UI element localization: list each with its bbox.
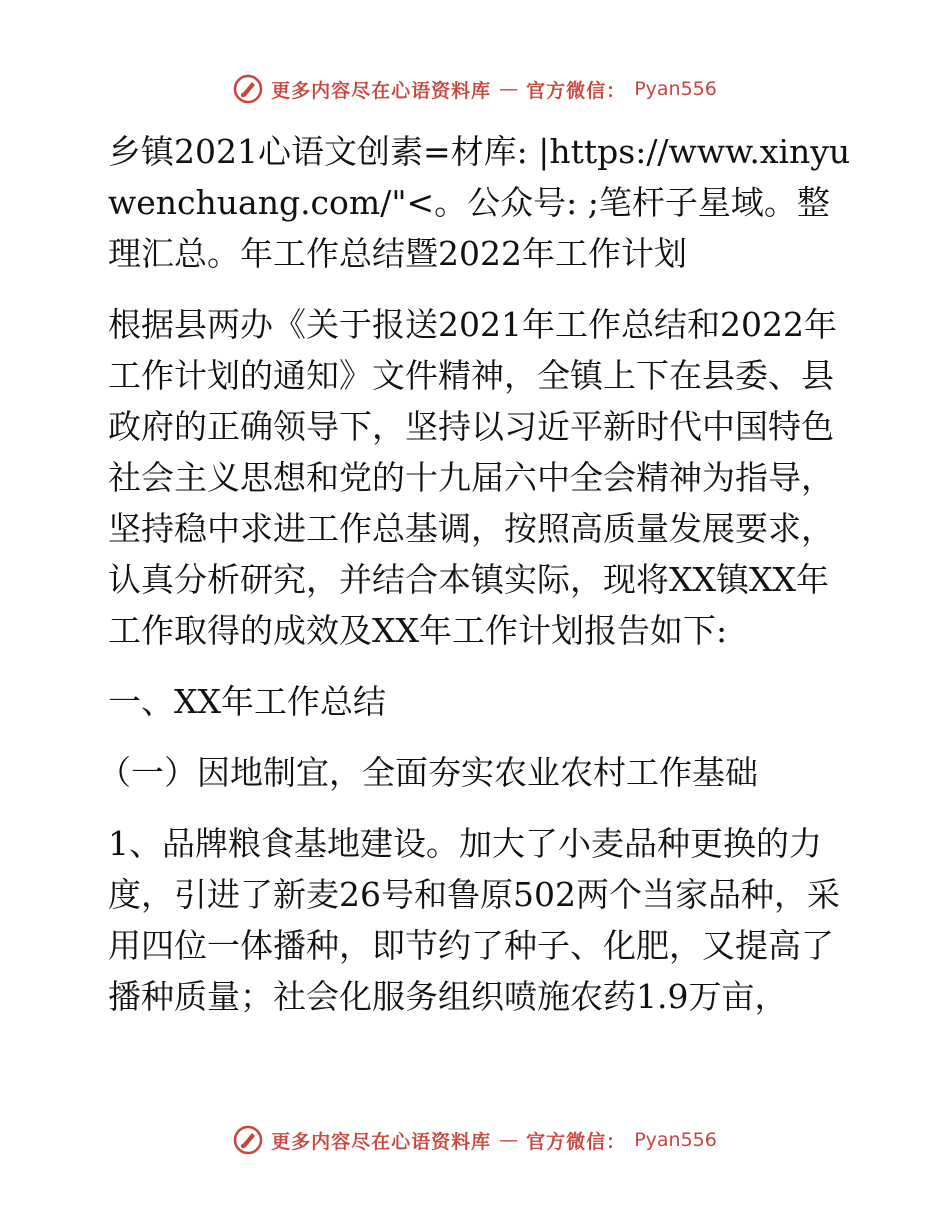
watermark-wechat-id: Pyan556 bbox=[634, 1129, 717, 1151]
watermark-official: 官方微信： bbox=[526, 1130, 627, 1153]
intro-paragraph: 根据县两办《关于报送2021年工作总结和2022年工作计划的通知》文件精神，全镇上下在县委、县政府的正确领导下，坚持以习近平新时代中国特色社会主义思想和党的十九届六中全会精神为指导，坚持稳中求进工作总基调，按照高质量发展要求，认真分析研究，并结合本镇实际，现将XX镇XX年工作取得的成效及XX年工作计划报告如下: bbox=[108, 305, 837, 650]
body-paragraph: 1、品牌粮食基地建设。加大了小麦品种更换的力度，引进了新麦26号和鲁原502两个当家品种，采用四位一体播种，即节约了种子、化肥，又提高了播种质量；社会化服务组织喷施农药1.9万亩， bbox=[108, 824, 840, 1016]
watermark-official: 官方微信： bbox=[526, 79, 627, 102]
watermark-separator: — bbox=[499, 78, 519, 100]
watermark-header bbox=[0, 74, 950, 104]
document-body bbox=[98, 126, 858, 1022]
watermark-separator: — bbox=[499, 1129, 519, 1151]
watermark-brand: 更多内容尽在心语资料库 bbox=[271, 1130, 492, 1153]
document-title: 乡镇2021心语文创素=材库: |https://www.xinyuwenchuang.com/"<。公众号: ;笔杆子星域。整理汇总。年工作总结暨2022年工作计划 bbox=[108, 132, 851, 273]
watermark-brand: 更多内容尽在心语资料库 bbox=[271, 79, 492, 102]
watermark-wechat-id: Pyan556 bbox=[634, 78, 717, 100]
section-heading: 一、XX年工作总结 bbox=[108, 682, 386, 721]
logo-icon bbox=[233, 74, 263, 104]
subsection-heading: （一）因地制宜，全面夯实农业农村工作基础 bbox=[98, 753, 758, 792]
logo-icon bbox=[233, 1125, 263, 1155]
watermark-footer bbox=[0, 1125, 950, 1155]
